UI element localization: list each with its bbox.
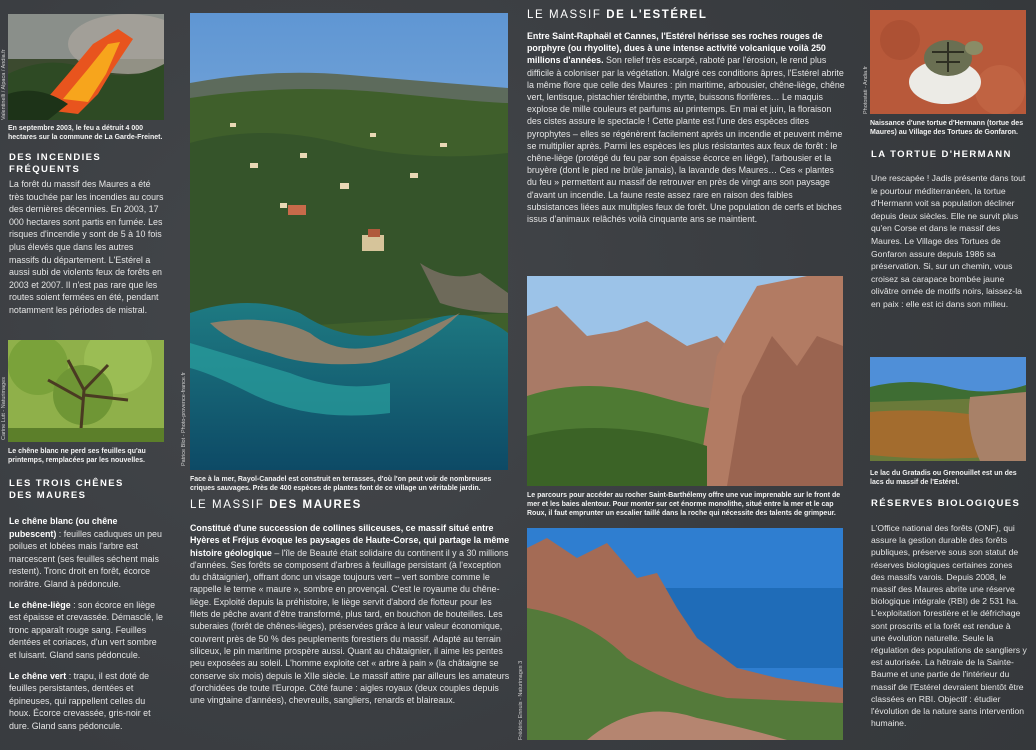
lake-caption: Le lac du Gratadis ou Grenouillet est un des lacs du massif de l'Estérel. [870,470,1017,486]
maures-heading-prefix: LE MASSIF [190,499,270,511]
maures-lead: Constitué d'une succession de collines siliceuses, ce massif situé entre Hyères et Fréjus évoque les paysages de Haute-Corse, qui partage la même histoire géologique [190,523,510,558]
tortue-heading: LA TORTUE D'HERMANN [871,149,1012,160]
maures-body: – l'île de Beauté était solidaire du continent il y a 30 millions d'années. Ses forêts se composent d'arbres à feuillage persistant (à l'exception du châtaignier), offrant donc un visage toujours vert – vert sombre comme le rappelle le terme « maure », sombre en provençal. C'est le royaume du chêne-liège. Exploité depuis la préhistoire, le liège servit d'abord de flotteur pour les filets de pêche avant d'être transformé, plus tard, en bouchon de bouteilles. Les suberaies (forêt de chênes-lièges), préservées grâce à leur valeur économique, couvrent près de 50 % des peuplements forestiers du massif. Adapté au terrain siliceux, le pin maritime prospère aussi. Quant au châtaignier, il aime les pentes peu exposées au soleil. L'homme exploite cet « arbre à pain » (la châtaigne se conserve six mois) depuis le XIIe siècle. Le massif attire par ailleurs les amateurs d'orchidées de toute l'Europe. Côté faune : aigles royaux (deux couples depuis une vingtaine d'années), chevreuils, sangliers, renards et blaireaux. [190,547,510,706]
chene-vert-item [9,670,165,733]
fire-caption: En septembre 2003, le feu a détruit 4 000 hectares sur la commune de La Garde-Freinet. [8,125,163,141]
chenes-heading [9,478,169,502]
hermann-tortoise-photo [870,10,1026,114]
esterel-heading-name: DE L'ESTÉREL [606,9,708,21]
chene-vert-text: : trapu, il est doté de feuilles persistantes, dentées et épineuses, qui rappellent celles du houx. Écorce crevassée, gris-noir et dure. Gland sans pédoncule. [9,670,151,731]
esterel-heading-prefix: LE MASSIF [527,9,607,21]
photo-credit: Patrice Blot - Photo-provence-france.fr [181,372,187,466]
photo-credit: Frédéric Ennuis - Naturimages 3 [518,660,524,740]
photo-credit: Photostati - Andia.fr [863,66,869,114]
incendies-text: La forêt du massif des Maures a été très touchée par les incendies au cours des dernières décennies. En 2003, 17 000 hectares sont partis en fumée. Les risques d'incendie y sont de 5 à 10 fois plus élevés que dans les autres massifs du département. L'Estérel a aussi subi de violents feux de forêts en 2003 et 2007. Il n'est pas rare que les routes soient fermées en été, pendant notamment les périodes de mistral. [9,179,164,315]
photo-credit: Valentinelli / Alpaca / Andia.fr [1,49,7,120]
gratadis-lake-photo [870,357,1026,461]
esterel-body: Son relief très escarpé, raboté par l'érosion, le rend plus difficile à coloniser par la végétation. Malgré ces conditions âpres, l'Estérel abrite la même flore que celle des Maures : pin maritime, arbousier, chêne-liège, chêne vert, lentisque, pistachier térébinthe, myrte, buissons florifères… Le maquis explose de mille couleurs et parfums au printemps. En mai et juin, la floraison des cistes assure le spectacle ! Cette plante est l'une des espèces dites pyrophytes – elles se régénèrent facilement après un incendie et peuvent même se multiplier après. Parmi les espèces les plus résistantes aux feux de forêt : le chêne-liège (protégé du feu par son épaisse écorce en liège), l'arbousier et la bruyère (dont le pied ne brûle jamais), la lavande des Maures… Ces « plantes du feu » permettent au massif de retrouver en près de vingt ans son paysage d'avant un incendie. La faune reste assez rare en raison des faibles subsistances liées aux multiples feux de forêt. Une population de cerfs et biches issus d'animaux relâchés voilà cinquante ans se maintient. [527,55,845,225]
chenes-heading-line1: LES TROIS CHÊNES [9,478,124,489]
esterel-text [527,30,845,225]
chene-blanc-name: Le chêne blanc (ou chêne pubescent) [9,516,118,539]
oak-caption: Le chêne blanc ne perd ses feuilles qu'au printemps, remplacées par les nouvelles. [8,448,146,464]
maures-text [190,522,510,706]
incendies-heading: DES INCENDIES FRÉQUENTS [9,152,102,175]
rock-caption: Le parcours pour accéder au rocher Saint-Barthélemy offre une vue imprenable sur le front de mer et les baies alentour. Pour monter sur cet énorme monolithe, situé entre la mer et le cap Roux, il faut emprunter un escalier taillé dans la roche qui nécessite des talents de grimpeur. [527,492,841,517]
reserves-text: L'Office national des forêts (ONF), qui assure la gestion durable des forêts publiques, préserve sous son statut de réserves biologiques certaines zones des massifs varois. Depuis 2008, le massif des Maures abrite une réserve biologique intégrale (RBI) de 2 531 ha. L'exploitation forestière et le défrichage sont proscrits et la forêt est rendue à une évolution naturelle. Seule la régulation des populations de sangliers y est autorisée. La hêtraie de la Sainte-Baume et une partie de l'intérieur du massif de l'Estérel devraient bientôt être classées en RBI. Objectif : étudier l'évolution de la nature sans intervention humaine. [871,523,1027,729]
rayol-canadel-aerial-photo [190,13,508,470]
chene-blanc-item [9,515,165,591]
esterel-lead: Entre Saint-Raphaël et Cannes, l'Estérel hérisse ses roches rouges de porphyre (ou rhyolite), dues à une intense activité volcanique voilà 250 millions d'années. [527,31,826,66]
esterel-heading [527,8,847,22]
chene-blanc-text: : feuilles caduques un peu poilues et lobées mais l'arbre est marcescent (ses feuilles séchent mais restent). Tronc droit en forêt, écorce noirâtre. Gland à pédoncule. [9,528,162,589]
chene-vert-name: Le chêne vert [9,670,67,681]
photo-credit: Carine Lutt - Naturimages [1,377,7,440]
aerial-caption: Face à la mer, Rayol-Canadel est construit en terrasses, d'où l'on peut voir de nombreuses criques sauvages. Près de 400 espèces de plantes font de ce village un véritable jardin. [190,476,492,492]
esterel-coast-photo [527,528,843,740]
maures-heading [190,498,510,512]
tortue-text: Une rescapée ! Jadis présente dans tout le pourtour méditerranéen, la tortue d'Hermann voit sa population décliner depuis deux siècles. Elle ne survit plus qu'en Corse et dans le massif des Maures. Le Village des Tortues de Gonfaron assure depuis 1986 sa préservation. Si, sur un chemin, vous croisez sa carapace bombée jaune olivâtre ornée de motifs noirs, laissez-la en paix : elle est ici dans son milieu. [871,173,1026,309]
saint-barthelemy-rock-photo [527,276,843,486]
chenes-list [9,515,165,741]
chene-liege-item [9,599,165,662]
chenes-heading-line2: DES MAURES [9,490,87,501]
forest-fire-photo [8,14,164,120]
chene-liege-text: : son écorce en liège est épaisse et crevassée. Démasclé, le tronc apparaît rouge sang. Feuilles dentées et coriaces, d'un vert sombre et luisant. Gland sans pédoncule. [9,599,163,660]
tortoise-caption: Naissance d'une tortue d'Hermann (tortue des Maures) au Village des Tortues de Gonfaron. [870,120,1024,136]
chene-liege-name: Le chêne-liège [9,599,71,610]
reserves-heading: RÉSERVES BIOLOGIQUES [871,498,1021,509]
maures-heading-name: DES MAURES [269,499,362,511]
white-oak-photo [8,340,164,442]
